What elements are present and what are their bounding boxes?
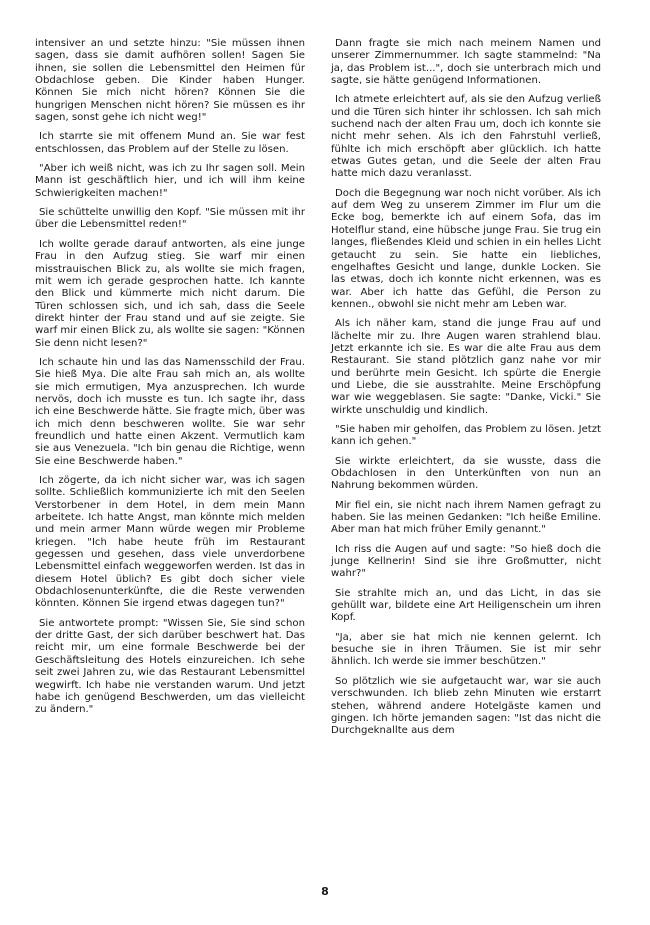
paragraph: Ich schaute hin und las das Namensschild der Frau. Sie hieß Mya. Die alte Frau sah mich an, als wollte sie mich ermutigen, Mya anzusprechen. Ich wurde nervös, doch ich musste es tun. Ich sagte ihr, dass ich eine Beschwerde hätte. Sie fragte mich, über was ich mich denn beschweren wollte. Sie war sehr freundlich und hatte einen Akzent. Vermutlich kam sie aus Venezuela. "Ich bin genau die Richtige, wenn Sie eine Beschwerde haben." — [35, 356, 305, 467]
paragraph: Sie antwortete prompt: "Wissen Sie, Sie sind schon der dritte Gast, der sich darüber beschwert hat. Das reicht mir, um eine formale Beschwerde bei der Geschäftsleitung des Hotels einzureichen. Ich sehe seit zwei Jahren zu, wie das Restaurant Lebensmittel wegwirft. Ich habe nie verstanden warum. Und jetzt habe ich genügend Beschwerden, um das vielleicht zu ändern." — [35, 617, 305, 716]
paragraph: Sie wirkte erleichtert, da sie wusste, dass die Obdachlosen in den Unterkünften von nun an Nahrung bekommen würden. — [331, 455, 601, 492]
paragraph: So plötzlich wie sie aufgetaucht war, war sie auch verschwunden. Ich blieb zehn Minuten wie erstarrt stehen, während andere Hotelgäste kamen und gingen. Ich hörte jemanden sagen: "Ist das nicht die Durchgeknallte aus dem — [331, 675, 601, 737]
paragraph: "Ja, aber sie hat mich nie kennen gelernt. Ich besuche sie in ihren Träumen. Sie ist mir sehr ähnlich. Ich werde sie immer beschützen." — [331, 631, 601, 668]
paragraph: Mir fiel ein, sie nicht nach ihrem Namen gefragt zu haben. Sie las meinen Gedanken: "Ich heiße Emiline. Aber man hat mich früher Emily genannt." — [331, 499, 601, 536]
paragraph: Sie strahlte mich an, und das Licht, in das sie gehüllt war, bildete eine Art Heiligenschein um ihren Kopf. — [331, 587, 601, 624]
paragraph: Ich zögerte, da ich nicht sicher war, was ich sagen sollte. Schließlich kommunizierte ich mit den Seelen Verstorbener in dem Hotel, in dem mein Mann arbeitete. Ich hatte Angst, man könnte mich melden und mein armer Mann würde wegen mir Probleme kriegen. "Ich habe heute früh im Restaurant gegessen und gesehen, dass viele unverdorbene Lebensmittel einfach weggeworfen werden. Ist das in diesem Hotel üblich? Es gibt doch sicher viele Obdachlosenunterkünfte, die die Reste verwenden könnten. Können Sie irgend etwas dagegen tun?" — [35, 475, 305, 610]
right-text-column — [331, 38, 601, 745]
paragraph: "Aber ich weiß nicht, was ich zu Ihr sagen soll. Mein Mann ist geschäftlich hier, und ich will ihm keine Schwierigkeiten machen!" — [35, 163, 305, 199]
paragraph: Ich riss die Augen auf und sagte: "So hieß doch die junge Kellnerin! Sind sie ihre Großmutter, nicht wahr?" — [331, 543, 601, 580]
paragraph: intensiver an und setzte hinzu: "Sie müssen ihnen sagen, dass sie damit aufhören sollen! Sagen Sie ihnen, sie sollen die Lebensmittel den Heimen für Obdachlose geben. Die Kinder haben Hunger. Können Sie mich nicht hören? Können Sie die hungrigen Menschen nicht hören? Sie müssen es ihr sagen, sonst gehe ich nicht weg!" — [35, 38, 305, 124]
paragraph: Ich starrte sie mit offenem Mund an. Sie war fest entschlossen, das Problem auf der Stelle zu lösen. — [35, 131, 305, 155]
paragraph: Sie schüttelte unwillig den Kopf. "Sie müssen mit ihr über die Lebensmittel reden!" — [35, 207, 305, 231]
paragraph: Ich wollte gerade darauf antworten, als eine junge Frau in den Aufzug stieg. Sie warf mir einen misstrauischen Blick zu, als wollte sie mich fragen, mit wem ich gerade gesprochen hatte. Ich kannte den Blick und kümmerte mich nicht darum. Die Türen schlossen sich, und ich sah, dass die Seele direkt hinter der Frau stand und auf sie zeigte. Sie warf mir einen Blick zu, als wollte sie sagen: "Können Sie denn nicht lesen?" — [35, 238, 305, 349]
paragraph: Als ich näher kam, stand die junge Frau auf und lächelte mir zu. Ihre Augen waren strahlend blau. Jetzt erkannte ich sie. Es war die alte Frau aus dem Restaurant. Sie stand plötzlich ganz nahe vor mir und berührte mein Gesicht. Ich spürte die Energie und Liebe, die sie ausstrahlte. Meine Erschöpfung war wie weggeblasen. Sie sagte: "Danke, Vicki." Sie wirkte unschuldig und kindlich. — [331, 318, 601, 416]
page-number: 8 — [321, 885, 329, 898]
paragraph: Ich atmete erleichtert auf, als sie den Aufzug verließ und die Türen sich hinter ihr schlossen. Ich sah mich suchend nach der alten Frau um, doch ich konnte sie nicht mehr sehen. Als ich den Fahrstuhl verließ, fühlte ich mich erschöpft aber glücklich. Ich hatte etwas Gutes getan, und die Seele der alten Frau hatte mich dazu veranlasst. — [331, 94, 601, 180]
paragraph: Dann fragte sie mich nach meinem Namen und unserer Zimmernummer. Ich sagte stammelnd: "Na ja, das Problem ist...", doch sie unterbrach mich und sagte, sie hätte genügend Informationen. — [331, 38, 601, 87]
paragraph: "Sie haben mir geholfen, das Problem zu lösen. Jetzt kann ich gehen." — [331, 423, 601, 448]
left-text-column — [35, 38, 305, 724]
paragraph: Doch die Begegnung war noch nicht vorüber. Als ich auf dem Weg zu unserem Zimmer im Flur um die Ecke bog, bemerkte ich auf einem Sofa, das im Hotelflur stand, eine hübsche junge Frau. Sie trug ein langes, fließendes Kleid und schien in ein helles Licht getaucht zu sein. Sie hatte ein liebliches, engelhaftes Gesicht und lange, dunkle Locken. Sie las etwas, doch ich konnte nicht erkennen, was es war. Aber ich hatte das Gefühl, die Person zu kennen., obwohl sie nicht mehr am Leben war. — [331, 187, 601, 310]
